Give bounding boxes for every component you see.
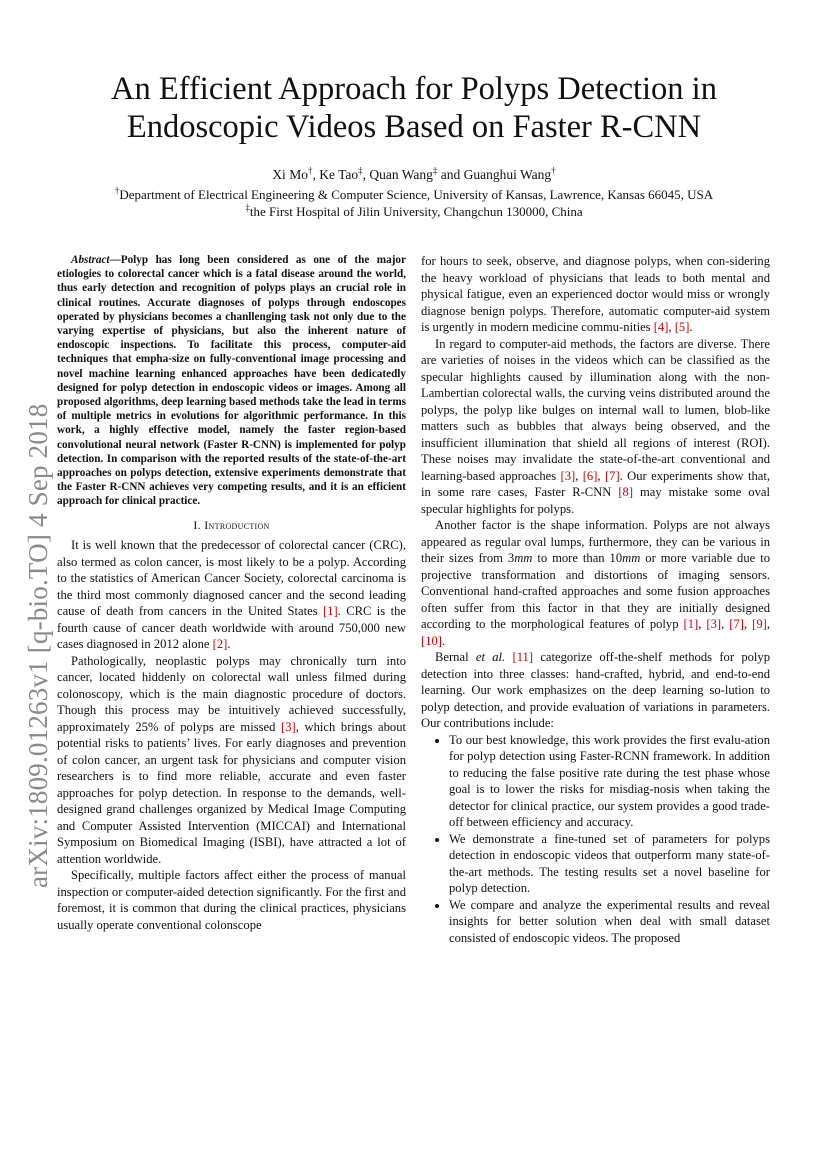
citation-link[interactable]: [4] [653,320,669,334]
author-list: Xi Mo†, Ke Tao‡, Quan Wang‡ and Guanghui Wang† [272,165,556,182]
intro-paragraph-5: Another factor is the shape information. Polyps are not always appeared as regular oval lumps, furthermore, they can be various in their sizes from 3mm to more than 10mm or more variable due to projective transformation and distortions of imaging sensors. Conventional hand-crafted approaches and some fusion approaches often suffer from this factor in that they are initially designed according to the morphological features of polyp [1], [3], [7], [9], [10]. [421,518,771,648]
citation-link[interactable]: [7] [604,468,620,483]
citation-link[interactable]: [5] [674,320,690,334]
intro-paragraph-3: Specifically, multiple factors affect either the process of manual inspection or computer-aided detection significantly. For the first and foremost, it is common that during the clinical practices, physicians usually operate conventional colonscope [57,868,407,932]
abstract-label: Abstract [71,254,110,266]
abstract-text: —Polyp has long been considered as one of the major etiologies to colorectal cancer which is a fatal disease around the world, thus early detection and recognition of polyps plays an crucial role in clinical routines. Accurate diagnoses of polyps through endoscopes operated by physicians becomes a chanllenging task not only due to the varying expertise of physicians, but also the inherent nature of endoscopic inspections. To facilitate this process, computer-aid techniques that empha-size on fully-conventional image processing and novel machine learning enhanced approaches have been dedicatedly designed for polyp detection in endoscopic videos or images. Among all proposed algorithms, deep learning based methods take the lead in terms of multiple metrics in evolutions for algorithmic performance. In this work, a highly effective model, namely the faster region-based convolutional neural network (Faster R-CNN) is implemented for polyp detection. In comparison with the reported results of the state-of-the-art approaches on polyps detection, extensive experiments demonstrate that the Faster R-CNN achieves very competing results, and it is an efficient approach for clinical practice. [57,254,406,508]
intro-paragraph-3-continued: for hours to seek, observe, and diagnose polyps, when con-sidering the heavy workload of physicians that leads to both mental and physical fatigue, even an experienced doctor would miss or wrongly diagnose benign polyps. Therefore, automatic computer-aid system is urgently in modern medicine commu-nities [4], [5]. [421,254,770,334]
intro-paragraph-4: In regard to computer-aid methods, the factors are diverse. There are varieties of noises in the videos which can be classified as the specular highlights caused by illumination along with the non-Lambertian colorectal walls, the curving veins distributed around the polyps, the polyp like bulges on internal wall to lumen, blob-like matters such as bubbles that always being observed, and the insufficient illumination that shield all regions of interest (ROI). These noises may invalidate the state-of-the-art conventional and learning-based approaches [3], [6], [7]. Our experiments show that, in some rare cases, Faster R-CNN [8] may mistake some oval specular highlights for polyps. [421,336,771,516]
citation-link[interactable]: [11] [512,650,534,664]
section-heading-introduction: I. Introduction [193,517,270,532]
list-item: • We compare and analyze the experimental results and reveal insights for better solution when deal with small dataset consisted of endoscopic videos. The proposed [449,897,770,947]
list-item: • We demonstrate a fine-tuned set of parameters for polyps detection in endoscopic videos that outperform many state-of-the-art methods. The testing results set a novel baseline for polyp detection. [449,831,770,897]
citation-link[interactable]: [2] [212,637,228,652]
left-column [57,253,406,933]
citation-link[interactable]: [6] [582,468,598,483]
paper-title [60,70,768,146]
right-column [421,253,770,946]
title-line-1: An Efficient Approach for Polyps Detection in [111,71,717,107]
intro-paragraph-2: Pathologically, neoplastic polyps may chronically turn into cancer, located hiddenly on colorectal wall unless filmed during colonoscopy, which is the main diagnostic procedure of doctors. Though this process may be intuitively achieved successfully, approximately 25% of polyps are missed [3], which brings about potential risks to patients’ lives. For early diagnoses and prevention of colon cancer, an urgent task for physicians and computer vision researchers is to find more reliable, accurate and even faster approaches for polyp detection. In response to the demands, well-designed grand challenges organized by Medical Image Computing and Computer Assisted Intervention (MICCAI) and International Symposium on Biomedical Imaging (ISBI), have attracted a lot of attention worldwide. [57,653,406,866]
citation-link[interactable]: [3] [281,719,296,734]
intro-paragraph-1: It is well known that the predecessor of colorectal cancer (CRC), also termed as colon cancer, is most likely to be a polyp. According to the statistics of American Cancer Society, colorectal carcinoma is the third most commonly diagnosed cancer and the second leading cause of death from cancers in the United States [1]. CRC is the fourth cause of cancer death worldwide with around 750,000 new cases diagnosed in 2012 alone [2]. [57,538,406,652]
citation-link[interactable]: [10] [421,633,442,648]
list-item: • To our best knowledge, this work provides the first evalu-ation for polyp detection using Faster-RCNN framework. In addition to reducing the false positive rate during the test phase whose goal is to lower the risks for misdiag-nosis when taking the detector for clinical practice, our system provides a good trade-off between efficiency and accuracy. [449,732,770,831]
citation-link[interactable]: [3] [560,468,576,483]
citation-link[interactable]: [3] [706,617,722,631]
citation-link[interactable]: [1] [323,604,338,619]
contributions-list [421,732,770,947]
abstract [57,253,406,509]
citation-link[interactable]: [8] [618,485,634,499]
citation-link[interactable]: [1] [683,617,699,631]
arxiv-identifier-stamp: arXiv:1809.01263v1 [q-bio.TO] 4 Sep 2018 [23,403,53,888]
affiliation-jilin: ‡the First Hospital of Jilin University, Changchun 130000, China [245,202,583,219]
affiliation-kansas: †Department of Electrical Engineering & Computer Science, University of Kansas, Lawrence, Kansas 66045, USA [114,185,714,202]
citation-link[interactable]: [9] [752,617,767,631]
citation-link[interactable]: [7] [729,617,744,631]
intro-paragraph-6: Bernal et al. [11] categorize off-the-shelf methods for polyp detection into three classes: hand-crafted, hybrid, and end-to-end learning. Our work emphasizes on the deep learning so-lution to polyp detection, and provide evaluation of variations in parameters. Our contributions include: [421,650,771,730]
title-line-2: Endoscopic Videos Based on Faster R-CNN [126,109,702,145]
